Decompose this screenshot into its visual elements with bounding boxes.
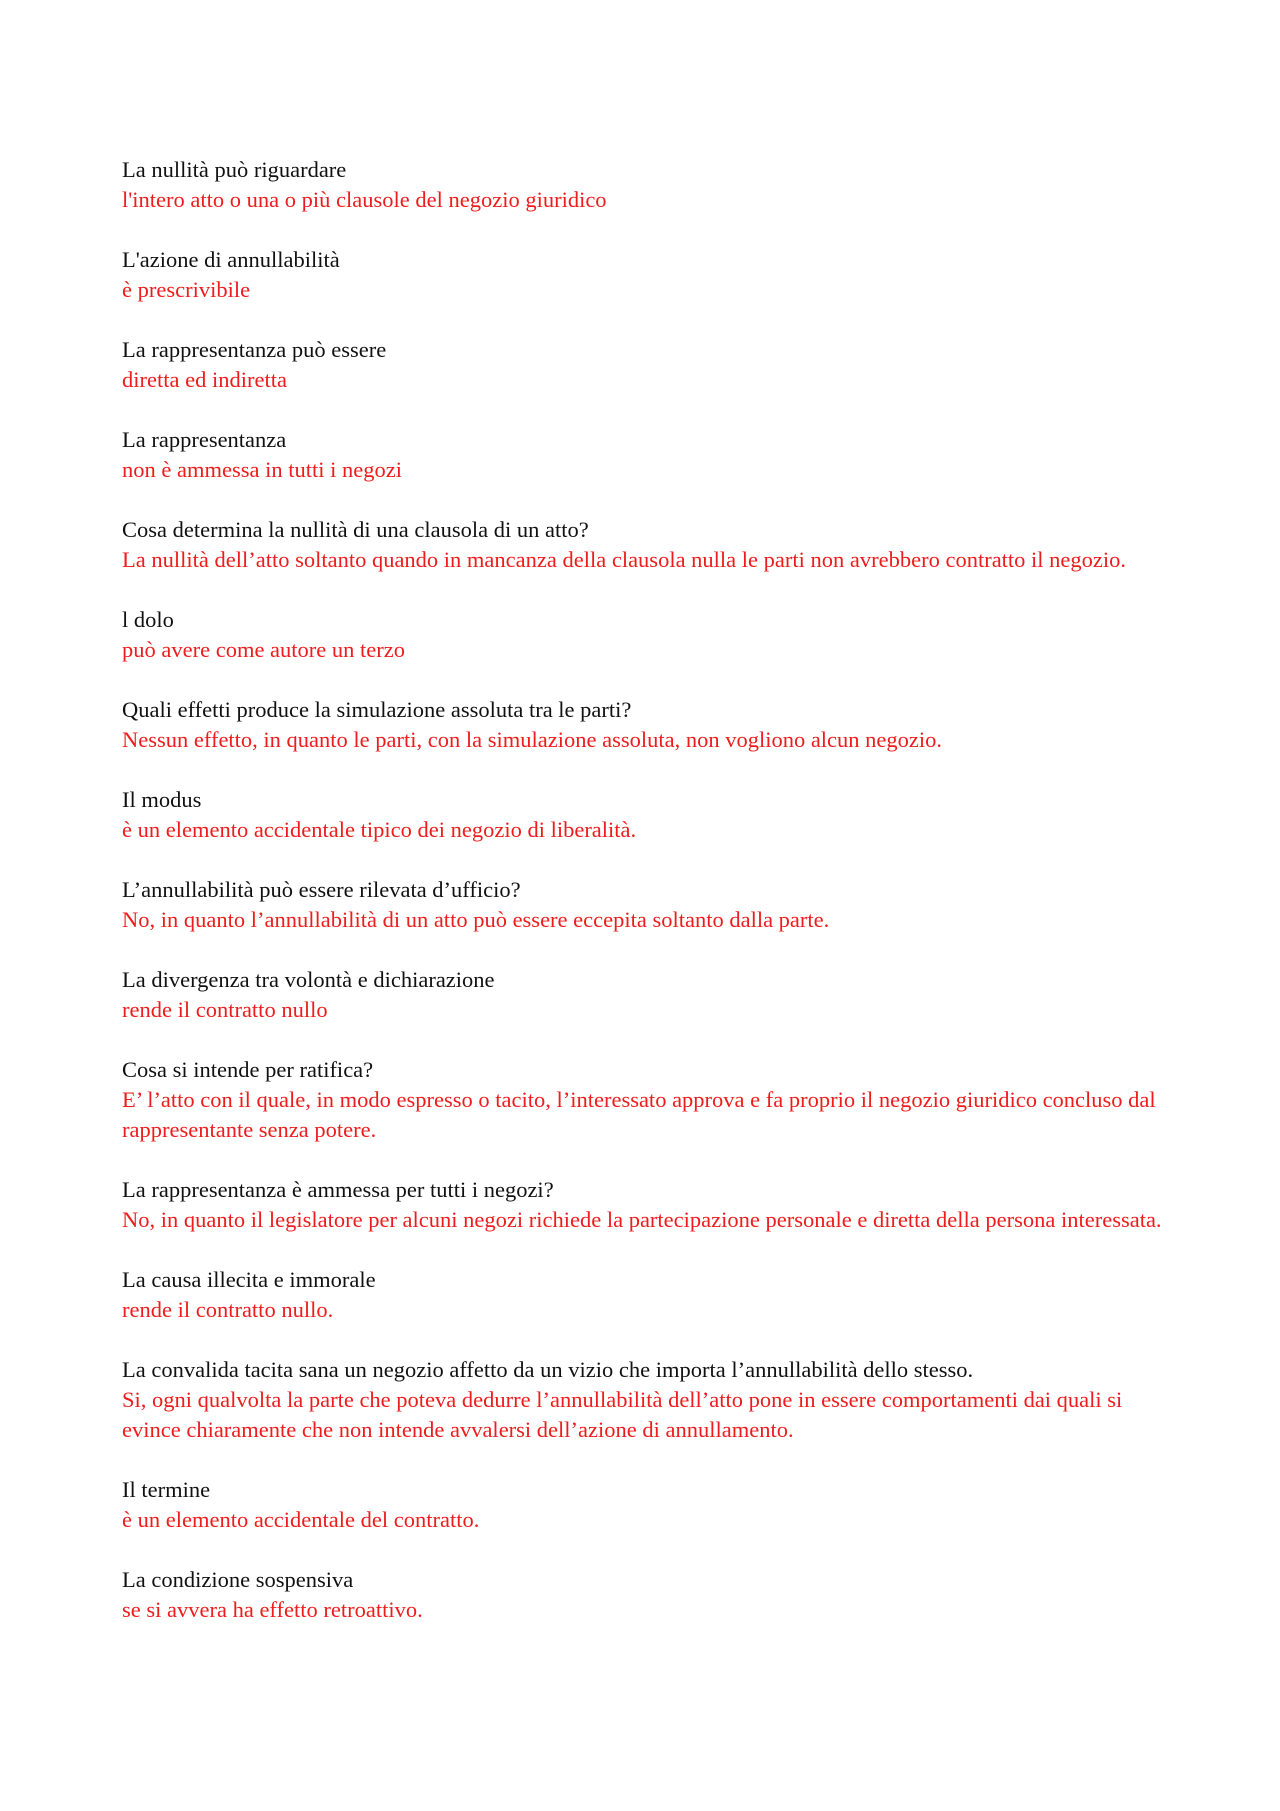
question-text: La condizione sospensiva bbox=[122, 1567, 354, 1592]
qa-item-12 bbox=[122, 1175, 1182, 1235]
question-text: La rappresentanza può essere bbox=[122, 337, 387, 362]
question-text: La causa illecita e immorale bbox=[122, 1267, 376, 1292]
answer-text: Si, ogni qualvolta la parte che poteva dedurre l’annullabilità dell’atto pone in essere comportamenti dai quali si evince chiaramente che non intende avvalersi dell’azione di annullamento. bbox=[122, 1387, 1123, 1442]
question-text: Il termine bbox=[122, 1477, 211, 1502]
answer-text: No, in quanto il legislatore per alcuni negozi richiede la partecipazione personale e diretta della persona interessata. bbox=[122, 1207, 1162, 1232]
document-page bbox=[122, 155, 1182, 1655]
answer-text: può avere come autore un terzo bbox=[122, 637, 405, 662]
answer-text: La nullità dell’atto soltanto quando in mancanza della clausola nulla le parti non avrebbero contratto il negozio. bbox=[122, 547, 1127, 572]
qa-item-7 bbox=[122, 695, 1182, 755]
qa-item-2 bbox=[122, 245, 1182, 305]
qa-item-14 bbox=[122, 1355, 1182, 1445]
answer-text: diretta ed indiretta bbox=[122, 367, 287, 392]
question-text: Cosa si intende per ratifica? bbox=[122, 1057, 374, 1082]
question-text: l dolo bbox=[122, 607, 174, 632]
question-text: La convalida tacita sana un negozio affetto da un vizio che importa l’annullabilità dello stesso. bbox=[122, 1357, 974, 1382]
qa-item-5 bbox=[122, 515, 1182, 575]
answer-text: E’ l’atto con il quale, in modo espresso o tacito, l’interessato approva e fa proprio il negozio giuridico concluso dal rappresentante senza potere. bbox=[122, 1087, 1156, 1142]
qa-item-8 bbox=[122, 785, 1182, 845]
qa-item-1 bbox=[122, 155, 1182, 215]
qa-item-10 bbox=[122, 965, 1182, 1025]
qa-item-6 bbox=[122, 605, 1182, 665]
question-text: La rappresentanza è ammessa per tutti i negozi? bbox=[122, 1177, 554, 1202]
question-text: Cosa determina la nullità di una clausola di un atto? bbox=[122, 517, 589, 542]
qa-item-11 bbox=[122, 1055, 1182, 1145]
question-text: Il modus bbox=[122, 787, 202, 812]
qa-item-16 bbox=[122, 1565, 1182, 1625]
answer-text: l'intero atto o una o più clausole del negozio giuridico bbox=[122, 187, 607, 212]
qa-item-3 bbox=[122, 335, 1182, 395]
answer-text: No, in quanto l’annullabilità di un atto può essere eccepita soltanto dalla parte. bbox=[122, 907, 830, 932]
answer-text: rende il contratto nullo bbox=[122, 997, 328, 1022]
qa-item-13 bbox=[122, 1265, 1182, 1325]
answer-text: non è ammessa in tutti i negozi bbox=[122, 457, 402, 482]
question-text: L'azione di annullabilità bbox=[122, 247, 340, 272]
qa-item-4 bbox=[122, 425, 1182, 485]
qa-item-9 bbox=[122, 875, 1182, 935]
question-text: Quali effetti produce la simulazione assoluta tra le parti? bbox=[122, 697, 632, 722]
question-text: L’annullabilità può essere rilevata d’ufficio? bbox=[122, 877, 521, 902]
question-text: La nullità può riguardare bbox=[122, 157, 347, 182]
answer-text: Nessun effetto, in quanto le parti, con la simulazione assoluta, non vogliono alcun negozio. bbox=[122, 727, 943, 752]
answer-text: è prescrivibile bbox=[122, 277, 251, 302]
question-text: La divergenza tra volontà e dichiarazione bbox=[122, 967, 495, 992]
answer-text: rende il contratto nullo. bbox=[122, 1297, 334, 1322]
answer-text: è un elemento accidentale tipico dei negozio di liberalità. bbox=[122, 817, 637, 842]
question-text: La rappresentanza bbox=[122, 427, 287, 452]
qa-item-15 bbox=[122, 1475, 1182, 1535]
answer-text: se si avvera ha effetto retroattivo. bbox=[122, 1597, 423, 1622]
answer-text: è un elemento accidentale del contratto. bbox=[122, 1507, 480, 1532]
